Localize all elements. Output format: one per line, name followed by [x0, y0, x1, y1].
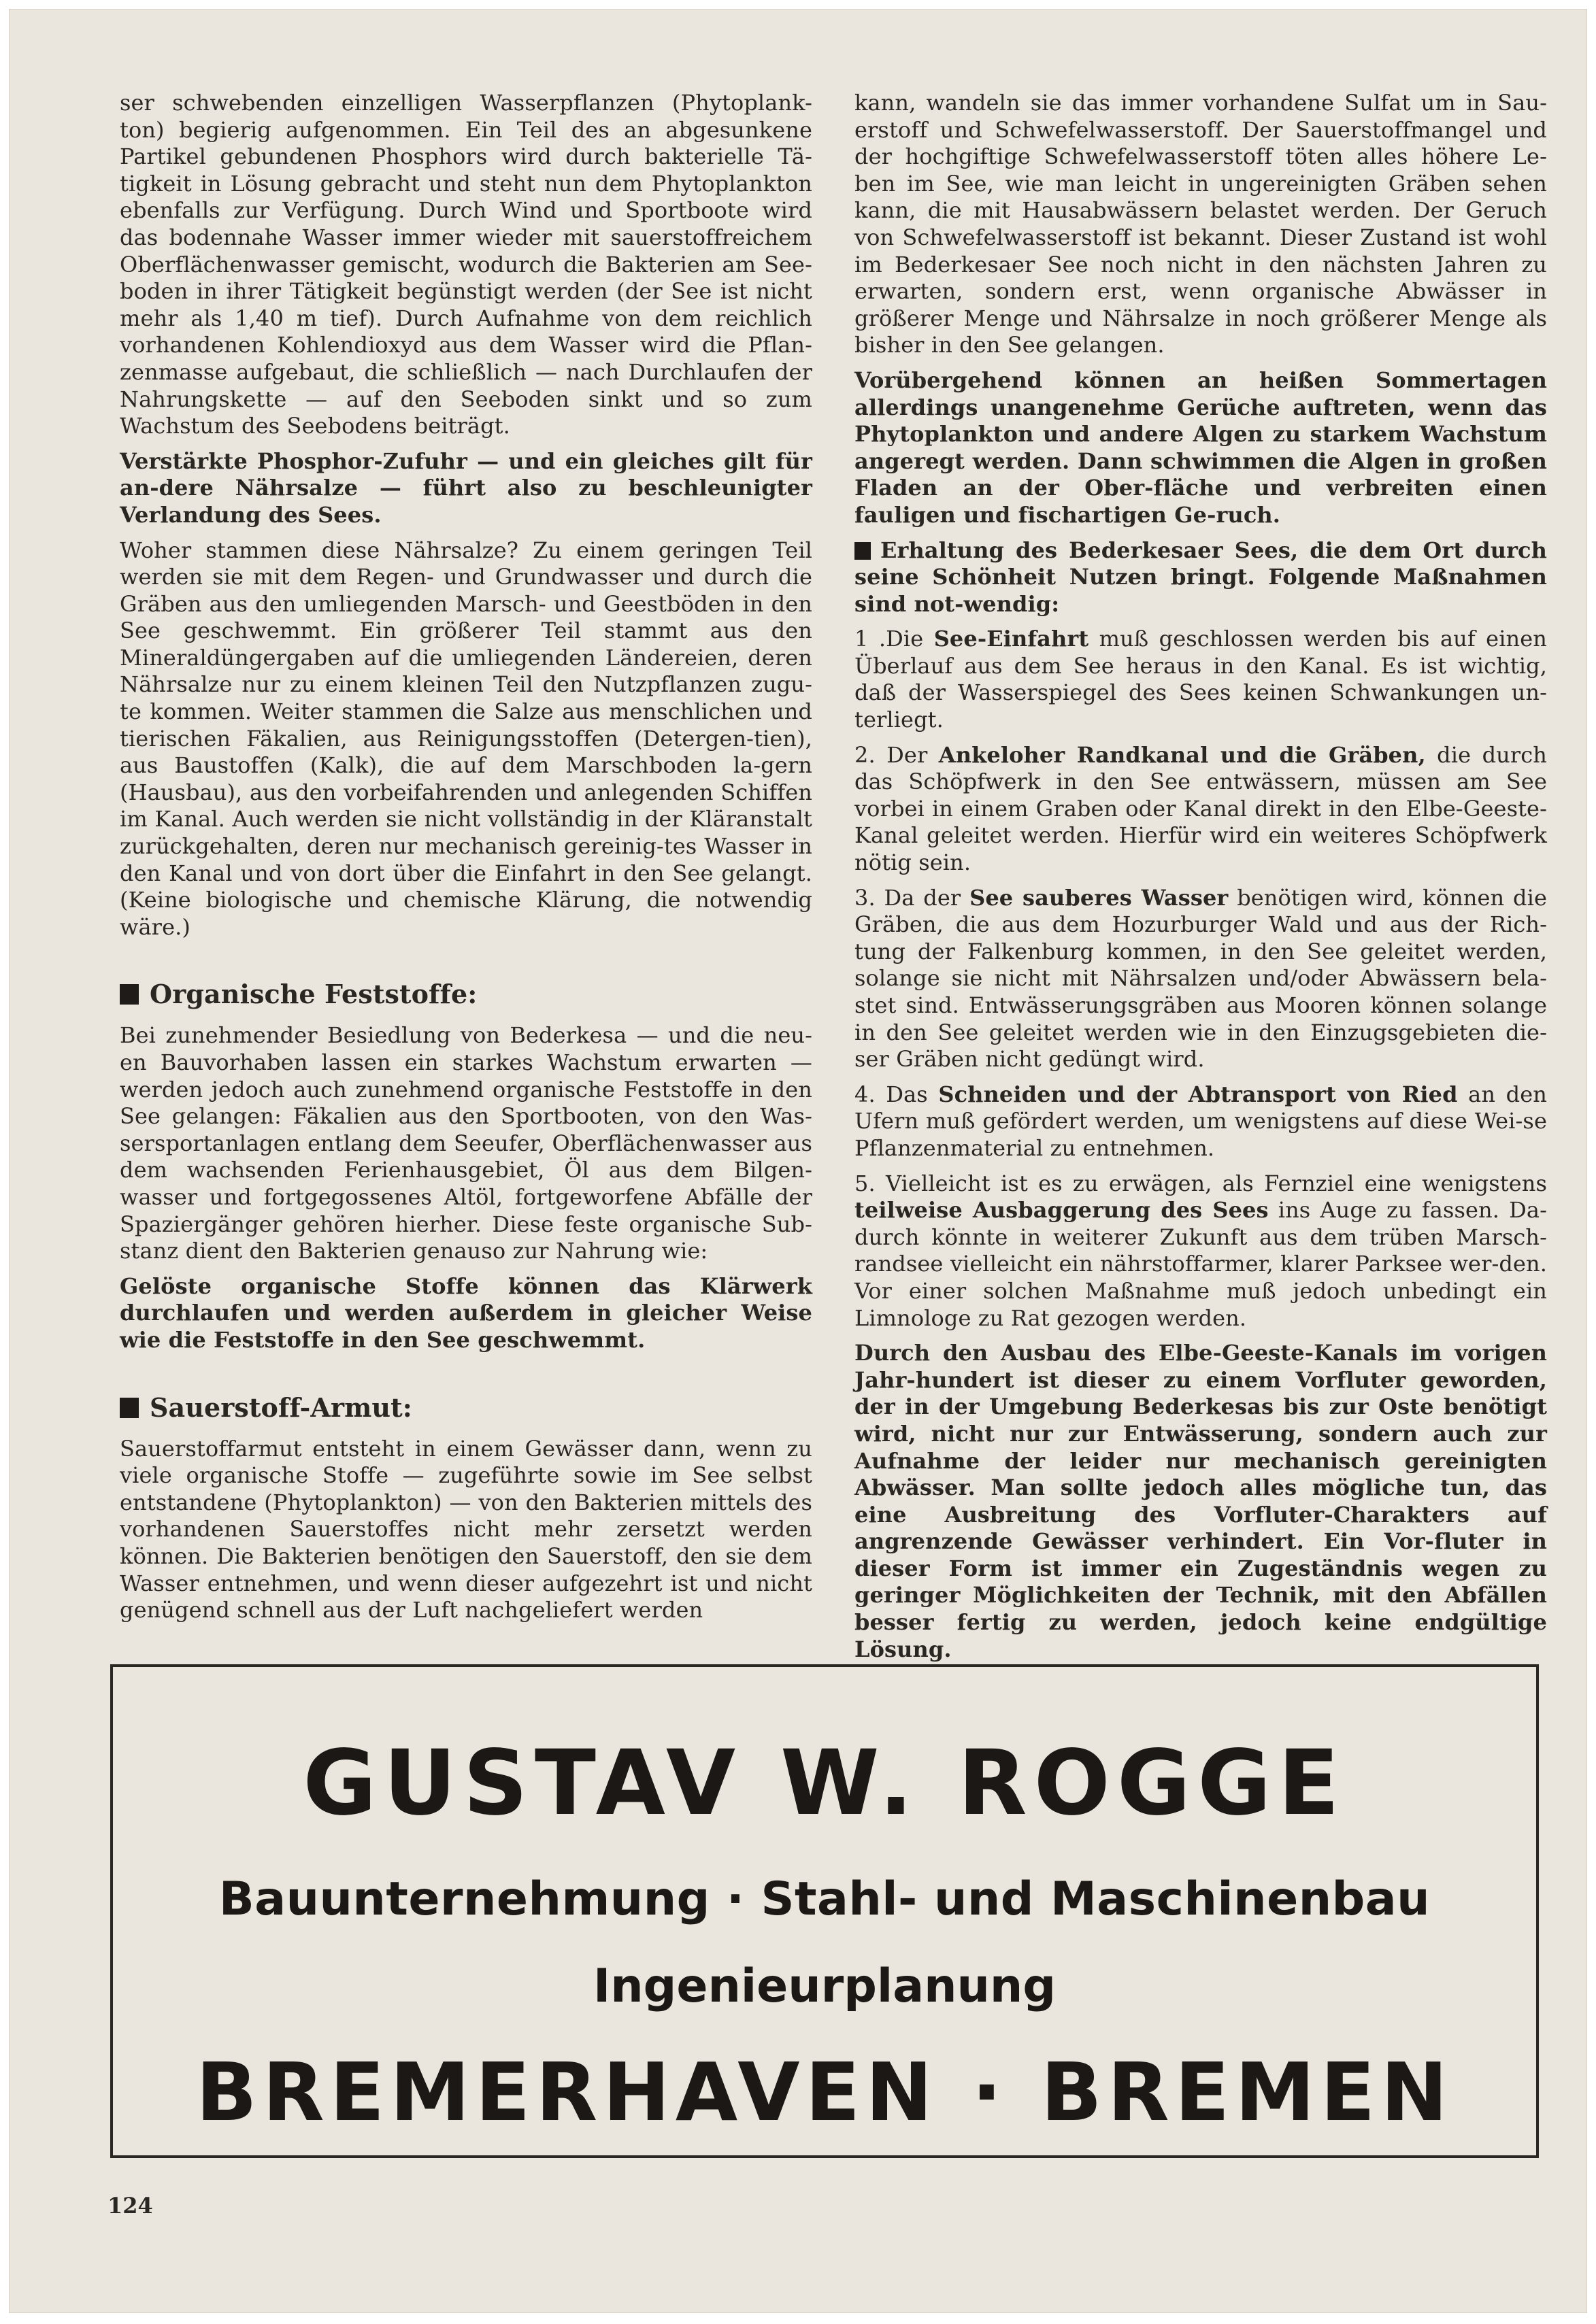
heading-text: Sauerstoff-Armut:	[150, 1392, 412, 1423]
paragraph: ser schwebenden einzelligen Wasserpflanzen (Phytoplank-ton) begierig aufgenommen. Ein Teil des an abgesunkene Partikel gebundenen Phosphors wird durch bakterielle Tä-tigkeit in Lösung gebracht und steht nun dem Phytoplankton ebenfalls zur Verfügung. Durch Wind und Sportboote wird das bodennahe Wasser immer wieder mit sauerstoffreichem Oberflächenwasser gemischt, wodurch die Bakterien am See-boden in ihrer Tätigkeit begünstigt werden (der See ist nicht mehr als 1,40 m tief). Durch Aufnahme von dem reichlich vorhandenen Kohlendioxyd aus dem Wasser wird die Pflan-zenmasse aufgebaut, die schließlich — nach Durchlaufen der Nahrungskette — auf den Seeboden sinkt und so zum Wachstum des Seebodens beiträgt.	[120, 90, 812, 439]
item-emphasis: Schneiden und der Abtransport von Ried	[938, 1081, 1458, 1107]
item-emphasis: Ankeloher Randkanal und die Gräben,	[938, 741, 1426, 768]
list-item	[854, 742, 1547, 877]
ad-planning: Ingenieurplanung	[593, 1959, 1057, 2013]
item-text: die durch das Schöpfwerk in den See entwässern, müssen am See vorbei in einem Graben oder Kanal direkt in den Elbe-Geeste-Kanal geleitet werden. Hierfür wird ein weiteres Schöpfwerk nötig sein.	[854, 741, 1547, 876]
list-item	[854, 885, 1547, 1073]
left-column	[120, 90, 812, 1624]
bullet-square-icon	[120, 984, 139, 1005]
list-item	[854, 1081, 1547, 1162]
bullet-square-icon	[854, 542, 871, 560]
advertisement-box	[110, 1664, 1539, 2158]
item-text: muß geschlossen werden bis auf einen Überlauf aus dem See heraus in den Kanal. Es ist wichtig, daß der Wasserspiegel des Sees keinen Schwankungen un-terliegt.	[854, 626, 1548, 733]
paragraph: Sauerstoffarmut entsteht in einem Gewässer dann, wenn zu viele organische Stoffe — zugeführte sowie im See selbst entstandene (Phytoplankton) — von den Bakterien mittels des vorhandenen Sauerstoffes nicht mehr zersetzt werden können. Die Bakterien benötigen den Sauerstoff, den sie dem Wasser entnehmen, und wenn dieser aufgezehrt ist und nicht genügend schnell aus der Luft nachgeliefert werden	[120, 1435, 812, 1623]
item-prefix: 1 .Die	[854, 626, 934, 652]
bold-paragraph: Vorübergehend können an heißen Sommertagen allerdings unangenehme Gerüche auftreten, wenn das Phytoplankton und andere Algen zu starkem Wachstum angeregt werden. Dann schwimmen die Algen in großen Fladen an der Ober-fläche und verbreiten einen fauligen und fischartigen Ge-ruch.	[854, 367, 1547, 528]
bold-paragraph: Gelöste organische Stoffe können das Klärwerk durchlaufen und werden außerdem in gleicher Weise wie die Feststoffe in den See geschwemmt.	[120, 1273, 812, 1353]
item-text: benötigen wird, können die Gräben, die aus dem Hozurburger Wald und aus der Rich-tung der Falkenburg kommen, in den See geleitet werden, solange sie nicht mit Nährsalzen und/oder Abwässern bela-stet sind. Entwässerungsgräben aus Mooren können solange in den See geleitet werden wie in den Einzugsgebieten die-ser Gräben nicht gedüngt wird.	[854, 884, 1548, 1073]
page-sheet	[10, 10, 1586, 2312]
item-text: an den Ufern muß gefördert werden, um wenigstens auf diese Wei-se Pflanzenmaterial zu entnehmen.	[854, 1081, 1547, 1161]
item-emphasis: See-Einfahrt	[933, 626, 1089, 652]
ad-company-name: GUSTAV W. ROGGE	[303, 1731, 1346, 1836]
item-prefix: 4. Das	[854, 1081, 939, 1107]
item-text: ins Auge zu fassen. Da-durch könnte in weiterer Zukunft aus dem trüben Marsch-randsee vielleicht ein nährstoffarmer, klarer Parksee wer-den. Vor einer solchen Maßnahme muß jedoch unbedingt ein Limnologe zu Rat gezogen werden.	[854, 1197, 1547, 1331]
list-item	[854, 1171, 1547, 1332]
item-prefix: 2. Der	[854, 741, 939, 768]
bold-paragraph-with-marker	[854, 537, 1547, 618]
paragraph: kann, wandeln sie das immer vorhandene Sulfat um in Sau-erstoff und Schwefelwasserstoff. Der Sauerstoffmangel und der hochgiftige Schwefelwasserstoff töten alles höhere Le-ben im See, wie man leicht in ungereinigten Gräben sehen kann, die mit Hausabwässern belastet werden. Der Geruch von Schwefelwasserstoff ist bekannt. Dieser Zustand ist wohl im Bederkesaer See noch nicht in den nächsten Jahren zu erwarten, sondern erst, wenn organische Abwässer in größerer Menge und Nährsalze in noch größerer Menge als bisher in den See gelangen.	[854, 90, 1547, 358]
bullet-square-icon	[120, 1398, 139, 1418]
section-heading-organische-feststoffe	[120, 979, 812, 1010]
item-emphasis: teilweise Ausbaggerung des Sees	[854, 1197, 1269, 1224]
item-emphasis: See sauberes Wasser	[969, 884, 1229, 911]
paragraph-text: Erhaltung des Bederkesaer Sees, die dem Ort durch seine Schönheit Nutzen bringt. Folgende Maßnahmen sind not-wendig:	[854, 537, 1547, 617]
right-column	[854, 90, 1547, 1663]
list-item	[854, 626, 1547, 733]
heading-text: Organische Feststoffe:	[150, 979, 478, 1010]
section-heading-sauerstoff-armut	[120, 1392, 812, 1424]
ad-cities: BREMERHAVEN · BREMEN	[195, 2045, 1454, 2139]
paragraph: Woher stammen diese Nährsalze? Zu einem geringen Teil werden sie mit dem Regen- und Grundwasser und durch die Gräben aus den umliegenden Marsch- und Geestböden in den See geschwemmt. Ein größerer Teil stammt aus den Mineraldüngergaben auf die umliegenden Ländereien, deren Nährsalze nur zu einem kleinen Teil den Nutzpflanzen zugu-te kommen. Weiter stammen die Salze aus menschlichen und tierischen Fäkalien, aus Reinigungsstoffen (Detergen-tien), aus Baustoffen (Kalk), die auf dem Marschboden la-gern (Hausbau), aus den vorbeifahrenden und anlegenden Schiffen im Kanal. Auch werden sie nicht vollständig in der Kläranstalt zurückgehalten, deren nur mechanisch gereinig-tes Wasser in den Kanal und von dort über die Einfahrt in den See gelangt. (Keine biologische und chemische Klärung, die notwendig wäre.)	[120, 537, 812, 940]
page-number: 124	[107, 2193, 153, 2219]
paragraph: Bei zunehmender Besiedlung von Bederkesa — und die neu-en Bauvorhaben lassen ein starkes Wachstum erwarten — werden jedoch auch zunehmend organische Feststoffe in den See gelangen: Fäkalien aus den Sportbooten, von den Was-sersportanlagen entlang dem Seeufer, Oberflächenwasser aus dem wachsenden Ferienhausgebiet, Öl aus dem Bilgen-wasser und fortgegossenes Altöl, fortgeworfene Abfälle der Spaziergänger gehören hierher. Diese feste organische Sub-stanz dient den Bakterien genauso zur Nahrung wie:	[120, 1022, 812, 1264]
item-prefix: 5. Vielleicht ist es zu erwägen, als Fernziel eine wenigstens	[854, 1170, 1547, 1196]
bold-paragraph: Durch den Ausbau des Elbe-Geeste-Kanals im vorigen Jahr-hundert ist dieser zu einem Vorfluter geworden, der in der Umgebung Bederkesas bis zur Oste benötigt wird, nicht nur zur Entwässerung, sondern auch zur Aufnahme der leider nur mechanisch gereinigten Abwässer. Man sollte jedoch alles mögliche tun, das eine Ausbreitung des Vorfluter-Charakters auf angrenzende Gewässer verhindert. Ein Vor-fluter in dieser Form ist immer ein Zugeständnis wegen zu geringer Möglichkeiten der Technik, mit den Abfällen besser fertig zu werden, jedoch keine endgültige Lösung.	[854, 1340, 1547, 1662]
bold-paragraph: Verstärkte Phosphor-Zufuhr — und ein gleiches gilt für an-dere Nährsalze — führt also zu beschleunigter Verlandung des Sees.	[120, 448, 812, 528]
ad-services: Bauunternehmung · Stahl- und Maschinenbau	[218, 1872, 1431, 1926]
item-prefix: 3. Da der	[854, 884, 970, 911]
